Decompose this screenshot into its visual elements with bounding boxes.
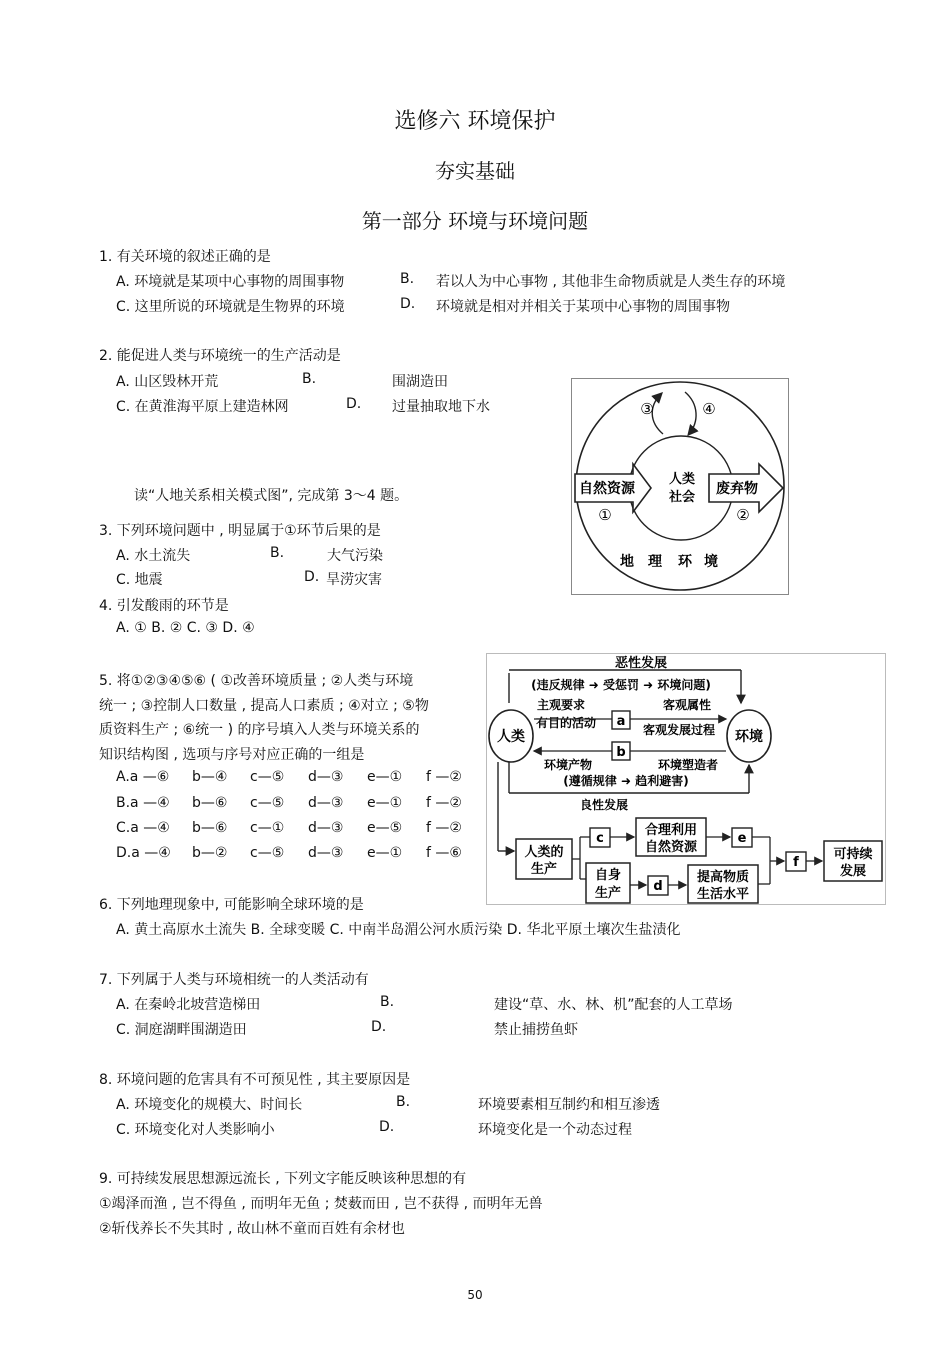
sustainable-label-2: 发展 xyxy=(839,864,867,879)
q5-option-cell: c—⑤ xyxy=(250,769,285,785)
q1-option-a: A. 环境就是某项中心事物的周围事物 xyxy=(116,274,345,290)
q1-option-d: 环境就是相对并相关于某项中心事物的周围事物 xyxy=(436,299,730,315)
geo-char-2: 理 xyxy=(648,554,662,570)
q5-option-cell: f —⑥ xyxy=(426,845,462,861)
q9-stem: 9. 可持续发展思想源远流长 , 下列文字能反映该种思想的有 xyxy=(99,1171,467,1187)
sustainable-label-1: 可持续 xyxy=(833,847,873,862)
malignant-development-label: 恶性发展 xyxy=(614,656,668,671)
q7-option-d: 禁止捕捞鱼虾 xyxy=(494,1022,578,1038)
q1-stem: 1. 有关环境的叙述正确的是 xyxy=(99,249,271,265)
q4-stem: 4. 引发酸雨的环节是 xyxy=(99,598,229,614)
natural-resource-label: 自然资源 xyxy=(579,481,635,497)
q8-stem: 8. 环境问题的危害具有不可预见性 , 其主要原因是 xyxy=(99,1072,411,1088)
q5-option-cell: d—③ xyxy=(308,769,344,785)
q9-line-1: ①竭泽而渔 , 岂不得鱼 , 而明年无鱼 ; 焚薮而田 , 岂不获得 , 而明年无兽 xyxy=(99,1196,543,1212)
q5-option-cell: d—③ xyxy=(308,845,344,861)
q2-option-b-letter: B. xyxy=(302,371,317,387)
q1-option-c: C. 这里所说的环境就是生物界的环境 xyxy=(116,299,345,315)
q5-option-cell: f —② xyxy=(426,769,462,785)
geo-char-4: 境 xyxy=(704,554,718,570)
q4-options: A. ① B. ② C. ③ D. ④ xyxy=(116,620,255,636)
q5-option-cell: d—③ xyxy=(308,820,344,836)
benign-development-label: 良性发展 xyxy=(579,798,629,812)
q2-option-d-letter: D. xyxy=(346,396,362,412)
q5-option-cell: b—② xyxy=(192,845,228,861)
q7-option-c: C. 洞庭湖畔围湖造田 xyxy=(116,1022,247,1038)
purposeful-activity-label: 有目的活动 xyxy=(535,716,597,730)
q5-option-cell: e—① xyxy=(367,845,403,861)
rational-use-label-2: 自然资源 xyxy=(644,840,698,855)
q2-option-c: C. 在黄淮海平原上建造林网 xyxy=(116,399,289,415)
q5-line-1: 5. 将①②③④⑤⑥ ( ①改善环境质量 ; ②人类与环境 xyxy=(99,673,414,689)
q5-line-2: 统一 ; ③控制人口数量 , 提高人口素质 ; ④对立 ; ⑤物 xyxy=(99,698,429,714)
q3-option-b-letter: B. xyxy=(270,545,285,561)
q1-option-b: 若以人为中心事物 , 其他非生命物质就是人类生存的环境 xyxy=(436,274,786,290)
box-f-label: f xyxy=(793,855,799,870)
human-production-label-2: 生产 xyxy=(530,862,558,877)
q5-option-cell: f —② xyxy=(426,795,462,811)
q8-option-d: 环境变化是一个动态过程 xyxy=(478,1122,632,1138)
page-title: 选修六 环境保护 xyxy=(394,109,556,134)
q5-option-cell: d—③ xyxy=(308,795,344,811)
objective-attribute-label: 客观属性 xyxy=(662,698,712,712)
geo-char-3: 环 xyxy=(678,554,692,570)
box-e-label: e xyxy=(737,831,747,846)
q8-option-b: 环境要素相互制约和相互渗透 xyxy=(478,1097,660,1113)
box-d-label: d xyxy=(653,879,663,894)
q5-option-cell: e—① xyxy=(367,795,403,811)
geo-char-1: 地 xyxy=(620,554,634,570)
waste-label: 废弃物 xyxy=(716,481,758,497)
label-3: ③ xyxy=(640,400,654,418)
q9-line-2: ②斩伐养长不失其时 , 故山林不童而百姓有余材也 xyxy=(99,1221,405,1237)
section-title: 第一部分 环境与环境问题 xyxy=(361,209,589,233)
q5-line-4: 知识结构图 , 选项与序号对应正确的一组是 xyxy=(99,747,365,763)
q5-option-cell: A.a —⑥ xyxy=(116,769,170,785)
raise-living-label-2: 生活水平 xyxy=(696,887,750,902)
q3-option-b: 大气污染 xyxy=(327,548,383,564)
q5-option-cell: c—① xyxy=(250,820,285,836)
q5-line-3: 质资料生产 ; ⑥统一 ) 的序号填入人类与环境关系的 xyxy=(99,722,420,738)
page-number: 50 xyxy=(467,1288,483,1302)
subjective-demand-label: 主观要求 xyxy=(536,698,586,712)
environment-product-label: 环境产物 xyxy=(543,758,593,772)
q8-option-b-letter: B. xyxy=(396,1094,411,1110)
q2-option-b: 围湖造田 xyxy=(392,374,448,390)
q5-option-cell: c—⑤ xyxy=(250,845,285,861)
q8-option-d-letter: D. xyxy=(379,1119,395,1135)
q2-stem: 2. 能促进人类与环境统一的生产活动是 xyxy=(99,348,341,364)
q5-option-cell: f —② xyxy=(426,820,462,836)
q5-option-cell: e—① xyxy=(367,769,403,785)
box-c-label: c xyxy=(596,831,604,846)
q7-option-a: A. 在秦岭北坡营造梯田 xyxy=(116,997,261,1013)
q5-option-cell: D.a —④ xyxy=(116,845,171,861)
follow-law-chain-label: (遵循规律 ➜ 趋利避害) xyxy=(563,774,689,788)
q5-option-cell: e—⑤ xyxy=(367,820,403,836)
q6-stem: 6. 下列地理现象中, 可能影响全球环境的是 xyxy=(99,897,364,913)
human-label: 人类 xyxy=(668,472,696,487)
society-label: 社会 xyxy=(668,490,696,505)
box-b-label: b xyxy=(616,745,626,760)
q3-stem: 3. 下列环境问题中 , 明显属于①环节后果的是 xyxy=(99,523,381,539)
q5-option-cell: c—⑤ xyxy=(250,795,285,811)
q3-option-a: A. 水土流失 xyxy=(116,548,191,564)
objective-process-label: 客观发展过程 xyxy=(642,723,716,737)
q7-stem: 7. 下列属于人类与环境相统一的人类活动有 xyxy=(99,972,369,988)
q7-option-d-letter: D. xyxy=(371,1019,387,1035)
label-1: ① xyxy=(598,506,612,524)
q8-option-a: A. 环境变化的规模大、时间长 xyxy=(116,1097,303,1113)
raise-living-label-1: 提高物质 xyxy=(696,870,750,885)
box-a-label: a xyxy=(616,714,626,729)
q5-option-cell: C.a —④ xyxy=(116,820,170,836)
q1-option-b-letter: B. xyxy=(400,271,415,287)
human-earth-relation-figure xyxy=(571,378,789,595)
violation-chain-label: (违反规律 ➜ 受惩罚 ➜ 环境问题) xyxy=(531,678,711,692)
q5-option-cell: b—⑥ xyxy=(192,820,228,836)
self-production-label-1: 自身 xyxy=(594,868,622,883)
q3-option-c: C. 地震 xyxy=(116,572,163,588)
q1-option-d-letter: D. xyxy=(400,296,416,312)
q7-option-b-letter: B. xyxy=(380,994,395,1010)
label-4: ④ xyxy=(702,400,716,418)
q5-option-cell: b—⑥ xyxy=(192,795,228,811)
page-subtitle: 夯实基础 xyxy=(435,159,515,183)
q7-option-b: 建设“草、水、林、机”配套的人工草场 xyxy=(494,997,733,1013)
environment-shaper-label: 环境塑造者 xyxy=(657,758,719,772)
self-production-label-2: 生产 xyxy=(594,886,622,901)
human-environment-structure-figure xyxy=(486,653,886,905)
q2-option-d: 过量抽取地下水 xyxy=(392,399,490,415)
rational-use-label-1: 合理利用 xyxy=(644,823,698,838)
q5-option-cell: B.a —④ xyxy=(116,795,170,811)
intro-q3-q4: 读“人地关系相关模式图”, 完成第 3～4 题。 xyxy=(134,488,409,504)
human-production-label-1: 人类的 xyxy=(524,845,564,860)
q5-option-cell: b—④ xyxy=(192,769,228,785)
environment-node-label: 环境 xyxy=(735,729,763,745)
q3-option-d-letter: D. xyxy=(304,569,320,585)
q6-options: A. 黄土高原水土流失 B. 全球变暖 C. 中南半岛湄公河水质污染 D. 华北平原土壤次生盐渍化 xyxy=(116,922,681,938)
label-2: ② xyxy=(736,506,750,524)
q3-option-d: 旱涝灾害 xyxy=(326,572,382,588)
q8-option-c: C. 环境变化对人类影响小 xyxy=(116,1122,275,1138)
q2-option-a: A. 山区毁林开荒 xyxy=(116,374,219,390)
human-node-label: 人类 xyxy=(497,729,525,745)
